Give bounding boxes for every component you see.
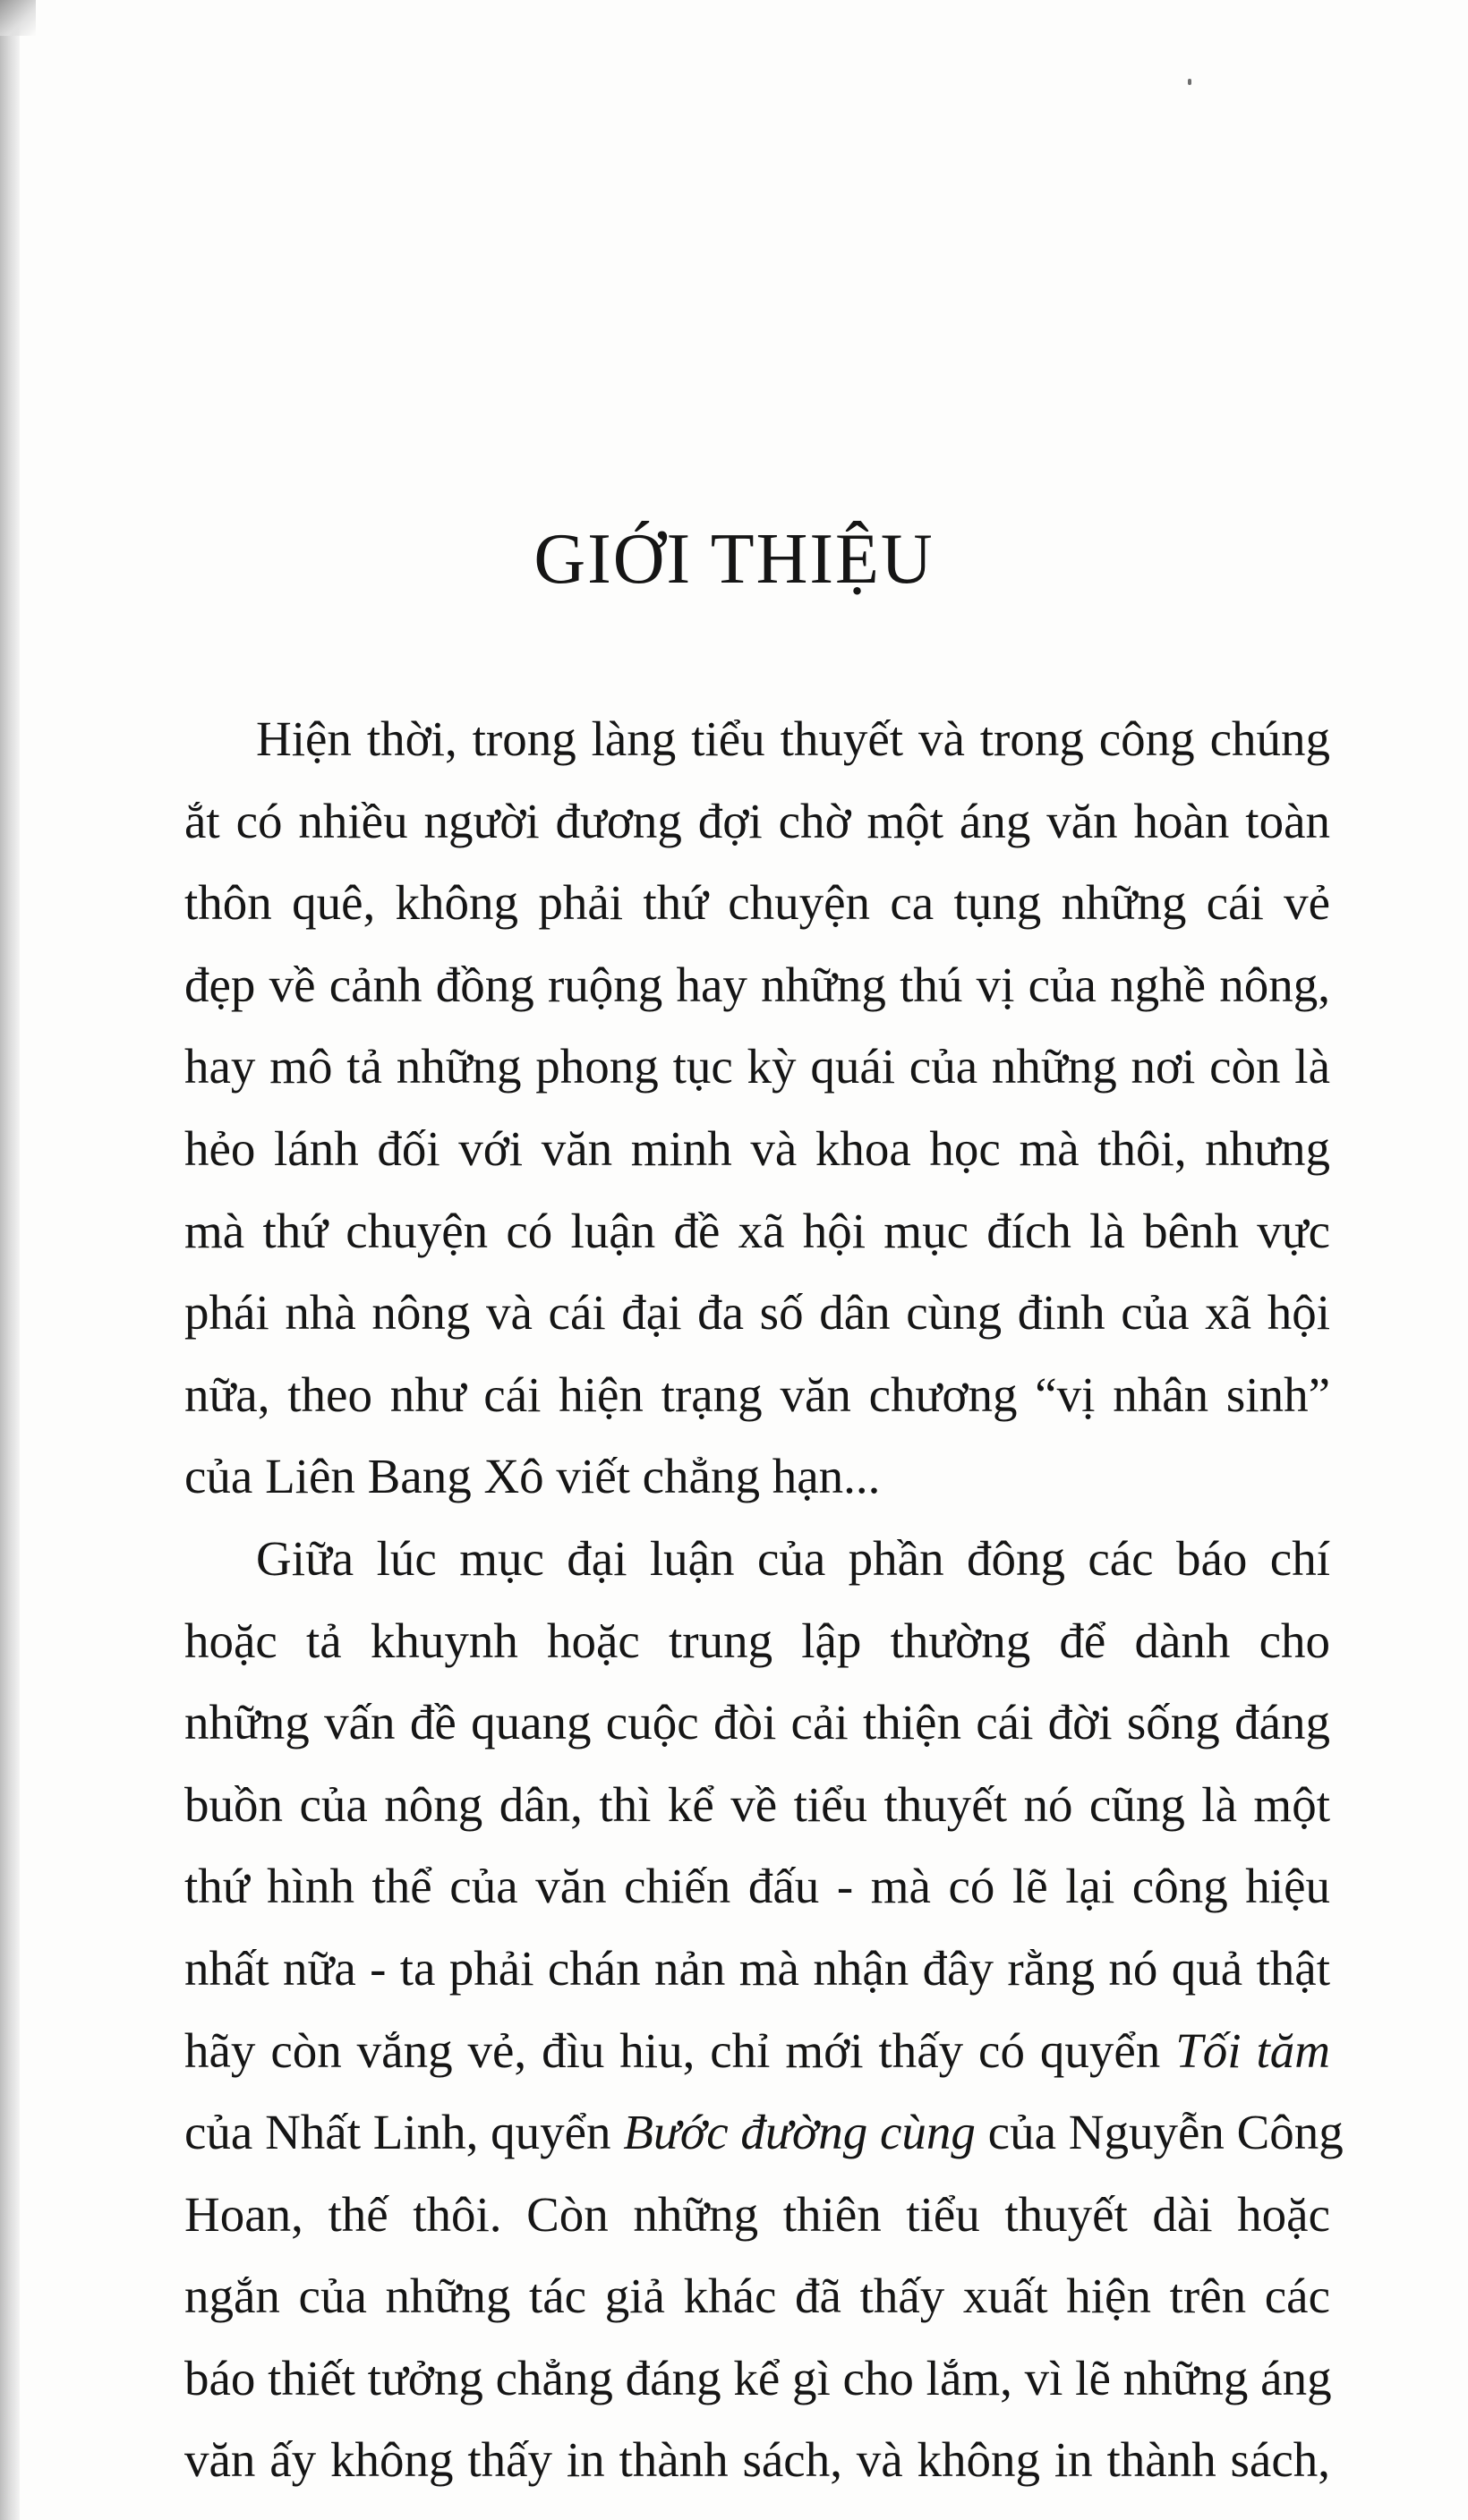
text-line: thôn quê, không phải thứ chuyện ca tụng những cái vẻ [184,875,1330,931]
text-line: ngắn của những tác giả khác đã thấy xuất hiện trên các [184,2269,1330,2324]
book-title: Tối tăm [1175,2022,1330,2078]
text-line: hẻo lánh đối với văn minh và khoa học mà thôi, nhưng [184,1120,1330,1176]
text-line: văn ấy không thấy in thành sách, và không in thành sách, [184,2432,1330,2488]
text-line: của Liên Bang Xô viết chẳng hạn... [184,1449,881,1504]
text-line: mà thứ chuyện có luận đề xã hội mục đích là bênh vực [184,1203,1330,1258]
text-line: Hiện thời, trong làng tiểu thuyết và trong công chúng [256,711,1330,766]
text-line: hoặc tả khuynh hoặc trung lập thường để dành cho [184,1613,1330,1668]
text-fragment: hãy còn vắng vẻ, đìu hiu, chỉ mới thấy có quyển [184,2022,1161,2078]
paragraph-2 [184,1518,1344,2501]
scan-shadow-corner [0,0,36,36]
scan-shadow-edge [0,0,20,2520]
text-line: phái nhà nông và cái đại đa số dân cùng đinh của xã hội [184,1285,1330,1341]
body-text [184,698,1344,2501]
text-line: buồn của nông dân, thì kể về tiểu thuyết nó cũng là một [184,1776,1330,1832]
text-line-with-title [184,2091,1344,2174]
text-line: báo thiết tưởng chẳng đáng kể gì cho lắm, vì lẽ những áng [184,2350,1332,2405]
text-line: những vấn đề quang cuộc đòi cải thiện cái đời sống đáng [184,1695,1330,1750]
text-line: đẹp về cảnh đồng ruộng hay những thú vị của nghề nông, [184,957,1330,1012]
text-line: nữa, theo như cái hiện trạng văn chương “vị nhân sinh” [184,1366,1330,1422]
text-fragment: của Nguyễn Công [987,2105,1344,2160]
text-line: Hoan, thế thôi. Còn những thiên tiểu thuyết dài hoặc [184,2186,1330,2242]
text-line-with-title [184,2010,1330,2092]
text-line: Giữa lúc mục đại luận của phần đông các báo chí [256,1530,1330,1586]
text-line: hay mô tả những phong tục kỳ quái của những nơi còn là [184,1039,1330,1094]
chapter-heading: GIỚI THIỆU [533,520,935,599]
text-line: nhất nữa - ta phải chán nản mà nhận đây rằng nó quả thật [184,1940,1330,1996]
print-speck [1188,79,1191,85]
paragraph-1 [184,698,1330,1518]
text-line: thứ hình thể của văn chiến đấu - mà có lẽ lại công hiệu [184,1859,1330,1914]
text-line: ắt có nhiều người đương đợi chờ một áng văn hoàn toàn [184,793,1330,848]
text-fragment: của Nhất Linh, quyển [184,2105,611,2160]
book-title: Bước đường cùng [623,2105,976,2160]
